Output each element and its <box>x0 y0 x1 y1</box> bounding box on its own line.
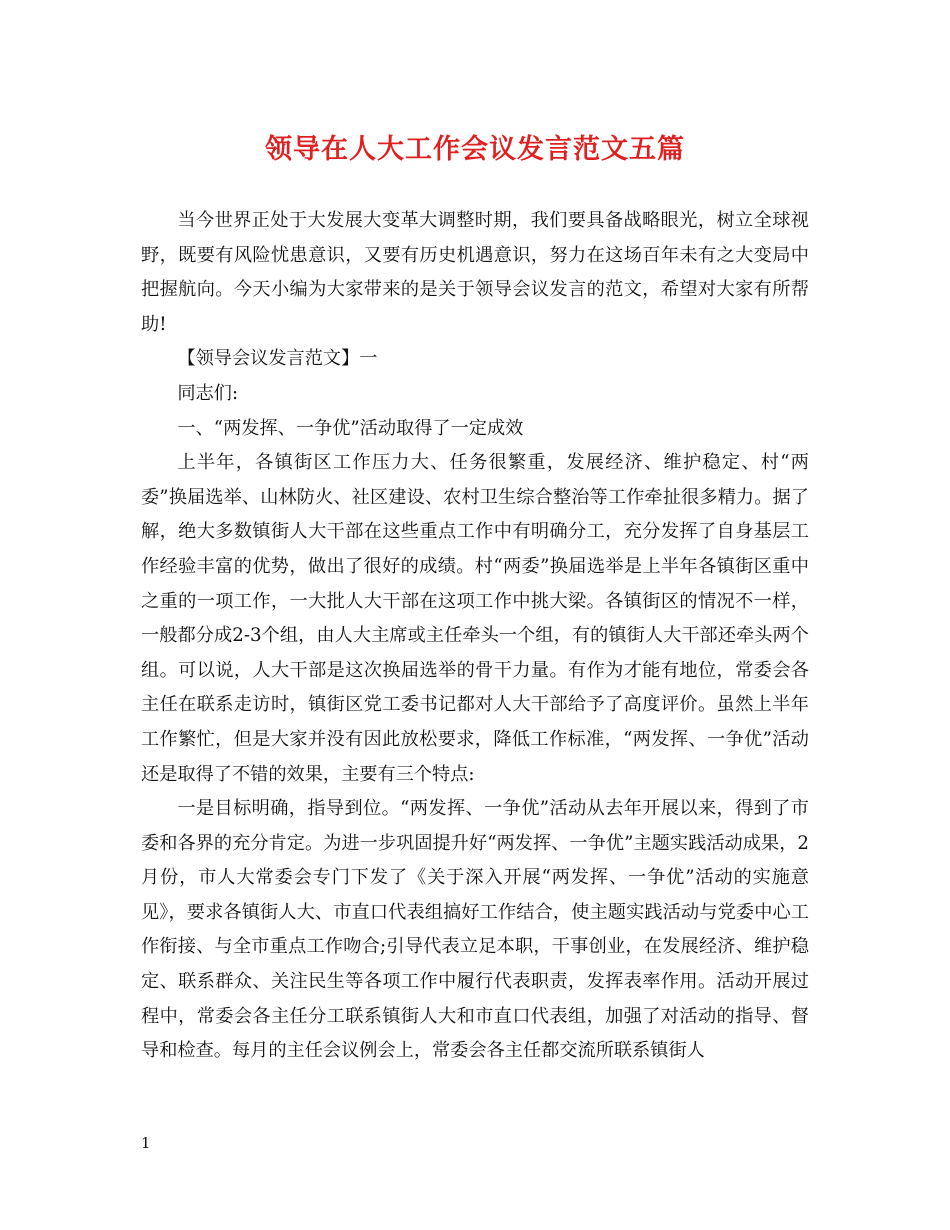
document-body <box>141 204 809 1069</box>
section-heading: 【领导会议发言范文】一 <box>177 348 378 370</box>
document-title: 领导在人大工作会议发言范文五篇 <box>265 134 685 165</box>
intro-paragraph: 当今世界正处于大发展大变革大调整时期，我们要具备战略眼光，树立全球视野，既要有风险忧患意识，又要有历史机遇意识，努力在这场百年未有之大变局中把握航向。今天小编为大家带来的是关于领导会议发言的范文，希望对大家有所帮助! <box>141 210 809 335</box>
subsection-heading: 一、“两发挥、一争优”活动取得了一定成效 <box>177 417 524 439</box>
body-paragraph: 一是目标明确，指导到位。“两发挥、一争优”活动从去年开展以来，得到了市委和各界的充分肯定。为进一步巩固提升好“两发挥、一争优”主题实践活动成果，2月份，市人大常委会专门下发了《关于深入开展“两发挥、一争优”活动的实施意见》，要求各镇街人大、市直口代表组搞好工作结合，使主题实践活动与党委中心工作衔接、与全市重点工作吻合;引导代表立足本职，干事创业，在发展经济、维护稳定、联系群众、关注民生等各项工作中履行代表职责，发挥表率作用。活动开展过程中，常委会各主任分工联系镇街人大和市直口代表组，加强了对活动的指导、督导和检查。每月的主任会议例会上，常委会各主任都交流所联系镇街人 <box>141 798 809 1062</box>
page-number: 1 <box>141 1134 151 1152</box>
salutation: 同志们: <box>177 382 239 404</box>
body-paragraph: 上半年，各镇街区工作压力大、任务很繁重，发展经济、维护稳定、村“两委”换届选举、山林防火、社区建设、农村卫生综合整治等工作牵扯很多精力。据了解，绝大多数镇街人大干部在这些重点工作中有明确分工，充分发挥了自身基层工作经验丰富的优势，做出了很好的成绩。村“两委”换届选举是上半年各镇街区重中之重的一项工作，一大批人大干部在这项工作中挑大梁。各镇街区的情况不一样，一般都分成2-3个组，由人大主席或主任牵头一个组，有的镇街人大干部还牵头两个组。可以说，人大干部是这次换届选举的骨干力量。有作为才能有地位，常委会各主任在联系走访时，镇街区党工委书记都对人大干部给予了高度评价。虽然上半年工作繁忙，但是大家并没有因此放松要求，降低工作标准，“两发挥、一争优”活动还是取得了不错的效果，主要有三个特点: <box>141 452 809 785</box>
